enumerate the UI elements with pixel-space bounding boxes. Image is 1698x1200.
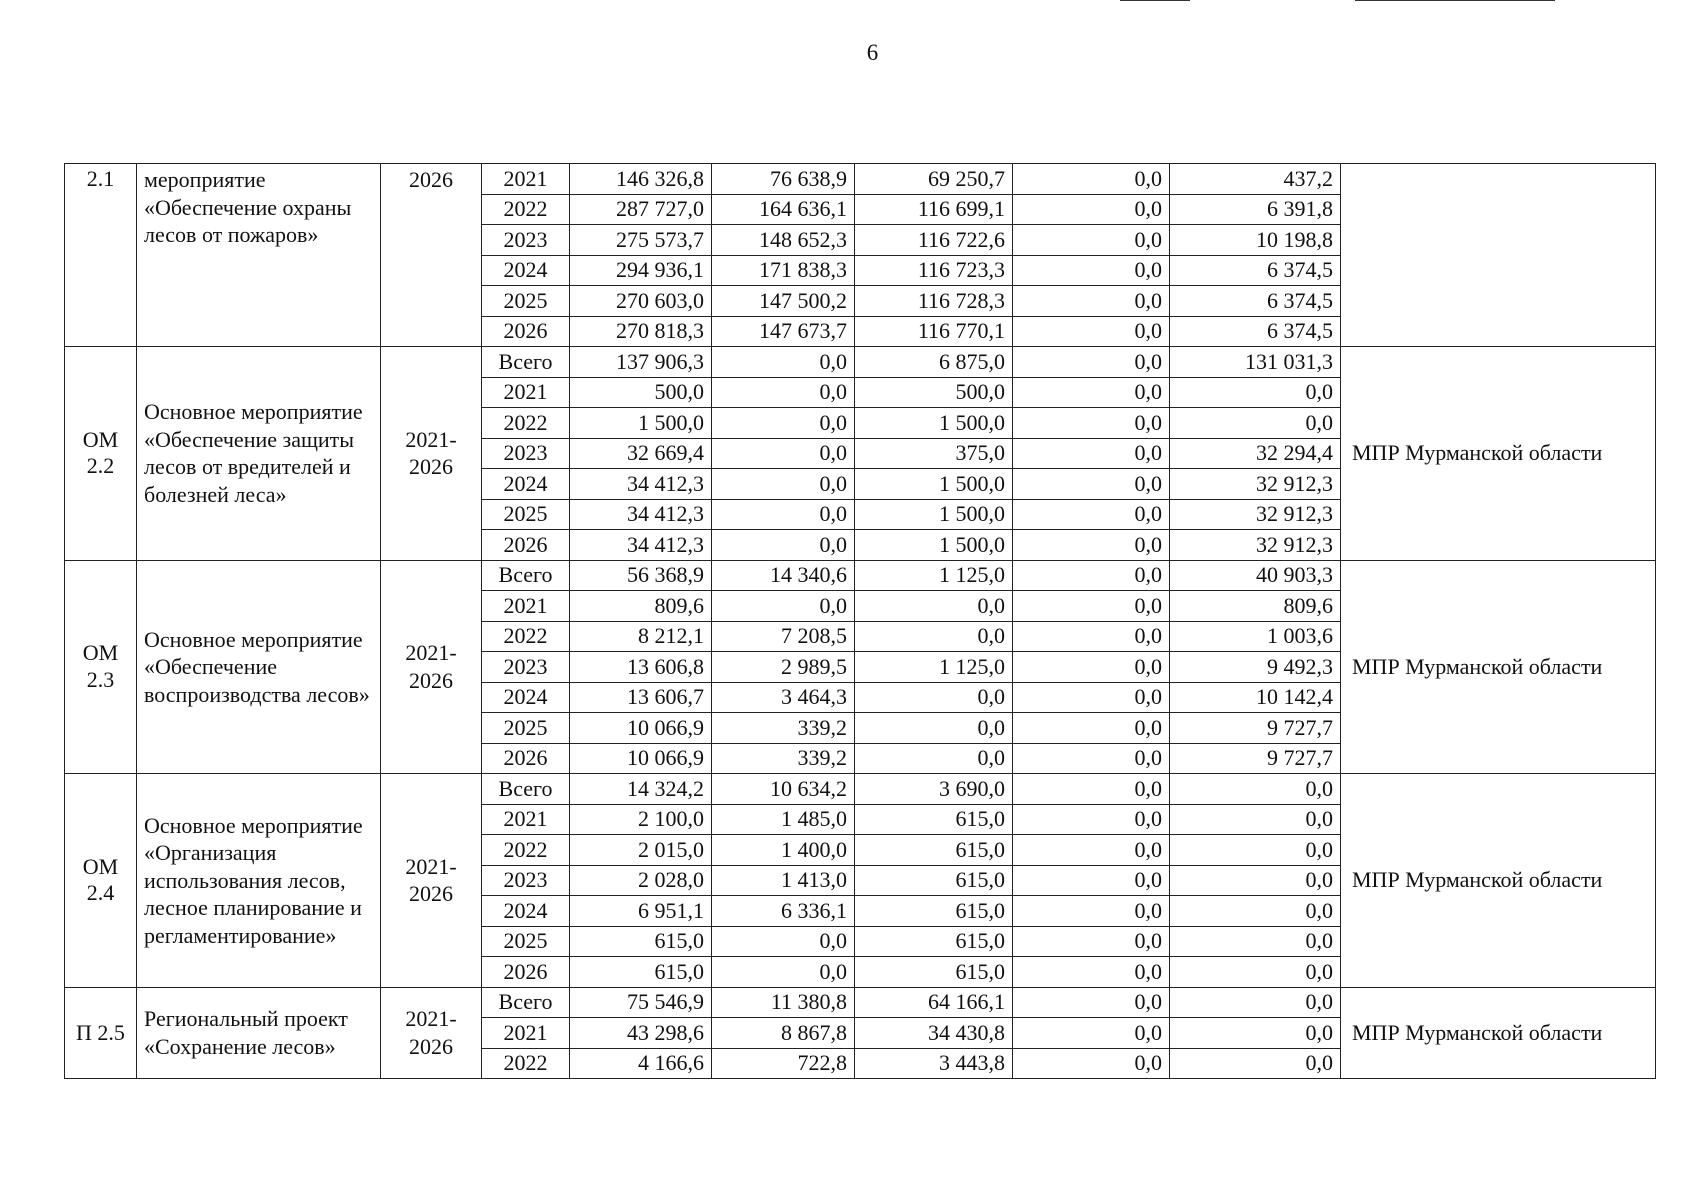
regional-cell: 375,0 — [855, 438, 1013, 469]
year-cell: 2026 — [482, 530, 570, 561]
other-cell: 9 727,7 — [1170, 743, 1341, 774]
regional-cell: 615,0 — [855, 926, 1013, 957]
regional-cell: 0,0 — [855, 591, 1013, 622]
other-cell: 6 391,8 — [1170, 194, 1341, 225]
item-code: ОМ 2.4 — [65, 774, 137, 988]
header-rule — [1120, 0, 1190, 1]
local-cell: 0,0 — [1013, 194, 1170, 225]
federal-cell: 0,0 — [712, 957, 855, 988]
year-cell: 2025 — [482, 713, 570, 744]
year-cell: 2025 — [482, 926, 570, 957]
year-cell: 2025 — [482, 499, 570, 530]
regional-cell: 1 125,0 — [855, 560, 1013, 591]
federal-cell: 0,0 — [712, 408, 855, 439]
regional-cell: 500,0 — [855, 377, 1013, 408]
regional-cell: 615,0 — [855, 896, 1013, 927]
total-cell: 34 412,3 — [570, 469, 712, 500]
other-cell: 809,6 — [1170, 591, 1341, 622]
local-cell: 0,0 — [1013, 682, 1170, 713]
local-cell: 0,0 — [1013, 713, 1170, 744]
year-cell: 2024 — [482, 469, 570, 500]
regional-cell: 615,0 — [855, 865, 1013, 896]
federal-cell: 11 380,8 — [712, 987, 855, 1018]
regional-cell: 116 699,1 — [855, 194, 1013, 225]
table-row — [65, 774, 1656, 805]
total-cell: 10 066,9 — [570, 743, 712, 774]
local-cell: 0,0 — [1013, 255, 1170, 286]
item-period: 2021-2026 — [381, 347, 482, 561]
local-cell: 0,0 — [1013, 896, 1170, 927]
total-cell: 4 166,6 — [570, 1048, 712, 1079]
local-cell: 0,0 — [1013, 1048, 1170, 1079]
other-cell: 0,0 — [1170, 774, 1341, 805]
item-executor: МПР Мурманской области — [1341, 347, 1656, 561]
regional-cell: 34 430,8 — [855, 1018, 1013, 1049]
total-cell: 615,0 — [570, 957, 712, 988]
total-cell: 14 324,2 — [570, 774, 712, 805]
local-cell: 0,0 — [1013, 926, 1170, 957]
total-cell: 137 906,3 — [570, 347, 712, 378]
other-cell: 0,0 — [1170, 926, 1341, 957]
local-cell: 0,0 — [1013, 438, 1170, 469]
year-cell: 2021 — [482, 591, 570, 622]
year-cell: Всего — [482, 560, 570, 591]
other-cell: 0,0 — [1170, 865, 1341, 896]
local-cell: 0,0 — [1013, 408, 1170, 439]
federal-cell: 76 638,9 — [712, 164, 855, 195]
total-cell: 8 212,1 — [570, 621, 712, 652]
year-cell: 2023 — [482, 865, 570, 896]
other-cell: 0,0 — [1170, 896, 1341, 927]
year-cell: Всего — [482, 774, 570, 805]
federal-cell: 339,2 — [712, 713, 855, 744]
total-cell: 2 028,0 — [570, 865, 712, 896]
total-cell: 809,6 — [570, 591, 712, 622]
year-cell: 2022 — [482, 194, 570, 225]
federal-cell: 0,0 — [712, 377, 855, 408]
total-cell: 1 500,0 — [570, 408, 712, 439]
other-cell: 0,0 — [1170, 1018, 1341, 1049]
year-cell: 2021 — [482, 804, 570, 835]
regional-cell: 1 500,0 — [855, 530, 1013, 561]
other-cell: 6 374,5 — [1170, 316, 1341, 347]
federal-cell: 147 673,7 — [712, 316, 855, 347]
regional-cell: 3 443,8 — [855, 1048, 1013, 1079]
total-cell: 32 669,4 — [570, 438, 712, 469]
regional-cell: 69 250,7 — [855, 164, 1013, 195]
year-cell: 2021 — [482, 164, 570, 195]
other-cell: 437,2 — [1170, 164, 1341, 195]
regional-cell: 1 500,0 — [855, 408, 1013, 439]
year-cell: 2023 — [482, 438, 570, 469]
federal-cell: 14 340,6 — [712, 560, 855, 591]
federal-cell: 8 867,8 — [712, 1018, 855, 1049]
total-cell: 34 412,3 — [570, 530, 712, 561]
total-cell: 34 412,3 — [570, 499, 712, 530]
local-cell: 0,0 — [1013, 774, 1170, 805]
regional-cell: 615,0 — [855, 804, 1013, 835]
other-cell: 9 727,7 — [1170, 713, 1341, 744]
year-cell: 2022 — [482, 835, 570, 866]
item-period: 2021-2026 — [381, 774, 482, 988]
regional-cell: 64 166,1 — [855, 987, 1013, 1018]
federal-cell: 0,0 — [712, 469, 855, 500]
year-cell: 2023 — [482, 225, 570, 256]
regional-cell: 6 875,0 — [855, 347, 1013, 378]
local-cell: 0,0 — [1013, 499, 1170, 530]
regional-cell: 116 728,3 — [855, 286, 1013, 317]
year-cell: 2022 — [482, 621, 570, 652]
other-cell: 40 903,3 — [1170, 560, 1341, 591]
total-cell: 6 951,1 — [570, 896, 712, 927]
other-cell: 10 142,4 — [1170, 682, 1341, 713]
item-executor — [1341, 164, 1656, 347]
other-cell: 6 374,5 — [1170, 255, 1341, 286]
total-cell: 270 818,3 — [570, 316, 712, 347]
item-period: 2026 — [381, 164, 482, 347]
local-cell: 0,0 — [1013, 743, 1170, 774]
federal-cell: 0,0 — [712, 438, 855, 469]
other-cell: 0,0 — [1170, 835, 1341, 866]
table-row — [65, 560, 1656, 591]
other-cell: 0,0 — [1170, 1048, 1341, 1079]
local-cell: 0,0 — [1013, 469, 1170, 500]
federal-cell: 0,0 — [712, 530, 855, 561]
local-cell: 0,0 — [1013, 591, 1170, 622]
federal-cell: 3 464,3 — [712, 682, 855, 713]
federal-cell: 148 652,3 — [712, 225, 855, 256]
federal-cell: 6 336,1 — [712, 896, 855, 927]
total-cell: 2 100,0 — [570, 804, 712, 835]
federal-cell: 722,8 — [712, 1048, 855, 1079]
item-executor: МПР Мурманской области — [1341, 560, 1656, 774]
local-cell: 0,0 — [1013, 164, 1170, 195]
local-cell: 0,0 — [1013, 316, 1170, 347]
local-cell: 0,0 — [1013, 530, 1170, 561]
year-cell: 2024 — [482, 255, 570, 286]
total-cell: 56 368,9 — [570, 560, 712, 591]
total-cell: 13 606,7 — [570, 682, 712, 713]
other-cell: 6 374,5 — [1170, 286, 1341, 317]
item-executor: МПР Мурманской области — [1341, 987, 1656, 1079]
year-cell: 2024 — [482, 682, 570, 713]
item-name: Основное мероприятие «Организация использования лесов, лесное планирование и регламентирование» — [137, 774, 381, 988]
total-cell: 287 727,0 — [570, 194, 712, 225]
federal-cell: 0,0 — [712, 499, 855, 530]
local-cell: 0,0 — [1013, 286, 1170, 317]
other-cell: 0,0 — [1170, 957, 1341, 988]
regional-cell: 1 500,0 — [855, 499, 1013, 530]
federal-cell: 1 485,0 — [712, 804, 855, 835]
regional-cell: 1 125,0 — [855, 652, 1013, 683]
total-cell: 615,0 — [570, 926, 712, 957]
regional-cell: 3 690,0 — [855, 774, 1013, 805]
other-cell: 10 198,8 — [1170, 225, 1341, 256]
item-code: П 2.5 — [65, 987, 137, 1079]
federal-cell: 0,0 — [712, 591, 855, 622]
regional-cell: 116 722,6 — [855, 225, 1013, 256]
other-cell: 32 912,3 — [1170, 469, 1341, 500]
local-cell: 0,0 — [1013, 987, 1170, 1018]
regional-cell: 1 500,0 — [855, 469, 1013, 500]
federal-cell: 171 838,3 — [712, 255, 855, 286]
regional-cell: 116 723,3 — [855, 255, 1013, 286]
local-cell: 0,0 — [1013, 957, 1170, 988]
other-cell: 131 031,3 — [1170, 347, 1341, 378]
regional-cell: 615,0 — [855, 957, 1013, 988]
other-cell: 32 294,4 — [1170, 438, 1341, 469]
budget-table — [64, 163, 1656, 1079]
item-name: Основное мероприятие «Обеспечение воспроизводства лесов» — [137, 560, 381, 774]
local-cell: 0,0 — [1013, 865, 1170, 896]
total-cell: 43 298,6 — [570, 1018, 712, 1049]
regional-cell: 0,0 — [855, 621, 1013, 652]
total-cell: 75 546,9 — [570, 987, 712, 1018]
year-cell: 2024 — [482, 896, 570, 927]
other-cell: 9 492,3 — [1170, 652, 1341, 683]
item-period: 2021-2026 — [381, 560, 482, 774]
federal-cell: 339,2 — [712, 743, 855, 774]
item-name: Региональный проект «Сохранение лесов» — [137, 987, 381, 1079]
year-cell: 2023 — [482, 652, 570, 683]
total-cell: 270 603,0 — [570, 286, 712, 317]
item-name: мероприятие «Обеспечение охраны лесов от пожаров» — [137, 164, 381, 347]
other-cell: 32 912,3 — [1170, 530, 1341, 561]
other-cell: 0,0 — [1170, 408, 1341, 439]
regional-cell: 0,0 — [855, 713, 1013, 744]
header-rule — [1355, 0, 1555, 1]
total-cell: 146 326,8 — [570, 164, 712, 195]
regional-cell: 0,0 — [855, 743, 1013, 774]
total-cell: 275 573,7 — [570, 225, 712, 256]
federal-cell: 7 208,5 — [712, 621, 855, 652]
federal-cell: 147 500,2 — [712, 286, 855, 317]
other-cell: 0,0 — [1170, 377, 1341, 408]
total-cell: 10 066,9 — [570, 713, 712, 744]
year-cell: 2022 — [482, 408, 570, 439]
other-cell: 0,0 — [1170, 804, 1341, 835]
year-cell: 2021 — [482, 1018, 570, 1049]
year-cell: 2026 — [482, 743, 570, 774]
total-cell: 294 936,1 — [570, 255, 712, 286]
item-name: Основное мероприятие «Обеспечение защиты лесов от вредителей и болезней леса» — [137, 347, 381, 561]
local-cell: 0,0 — [1013, 225, 1170, 256]
other-cell: 1 003,6 — [1170, 621, 1341, 652]
table-row — [65, 987, 1656, 1018]
year-cell: 2021 — [482, 377, 570, 408]
local-cell: 0,0 — [1013, 804, 1170, 835]
regional-cell: 0,0 — [855, 682, 1013, 713]
item-code: ОМ 2.3 — [65, 560, 137, 774]
federal-cell: 1 413,0 — [712, 865, 855, 896]
year-cell: 2025 — [482, 286, 570, 317]
table-row — [65, 164, 1656, 195]
local-cell: 0,0 — [1013, 835, 1170, 866]
year-cell: Всего — [482, 987, 570, 1018]
regional-cell: 116 770,1 — [855, 316, 1013, 347]
local-cell: 0,0 — [1013, 652, 1170, 683]
item-code: ОМ 2.2 — [65, 347, 137, 561]
other-cell: 0,0 — [1170, 987, 1341, 1018]
local-cell: 0,0 — [1013, 377, 1170, 408]
year-cell: 2026 — [482, 316, 570, 347]
federal-cell: 2 989,5 — [712, 652, 855, 683]
federal-cell: 10 634,2 — [712, 774, 855, 805]
item-executor: МПР Мурманской области — [1341, 774, 1656, 988]
item-period: 2021-2026 — [381, 987, 482, 1079]
page-number: 6 — [866, 40, 879, 65]
local-cell: 0,0 — [1013, 347, 1170, 378]
year-cell: 2022 — [482, 1048, 570, 1079]
local-cell: 0,0 — [1013, 1018, 1170, 1049]
table-row — [65, 347, 1656, 378]
federal-cell: 164 636,1 — [712, 194, 855, 225]
total-cell: 13 606,8 — [570, 652, 712, 683]
year-cell: Всего — [482, 347, 570, 378]
other-cell: 32 912,3 — [1170, 499, 1341, 530]
year-cell: 2026 — [482, 957, 570, 988]
regional-cell: 615,0 — [855, 835, 1013, 866]
item-code: 2.1 — [65, 164, 137, 347]
federal-cell: 1 400,0 — [712, 835, 855, 866]
federal-cell: 0,0 — [712, 347, 855, 378]
local-cell: 0,0 — [1013, 560, 1170, 591]
local-cell: 0,0 — [1013, 621, 1170, 652]
federal-cell: 0,0 — [712, 926, 855, 957]
total-cell: 500,0 — [570, 377, 712, 408]
total-cell: 2 015,0 — [570, 835, 712, 866]
